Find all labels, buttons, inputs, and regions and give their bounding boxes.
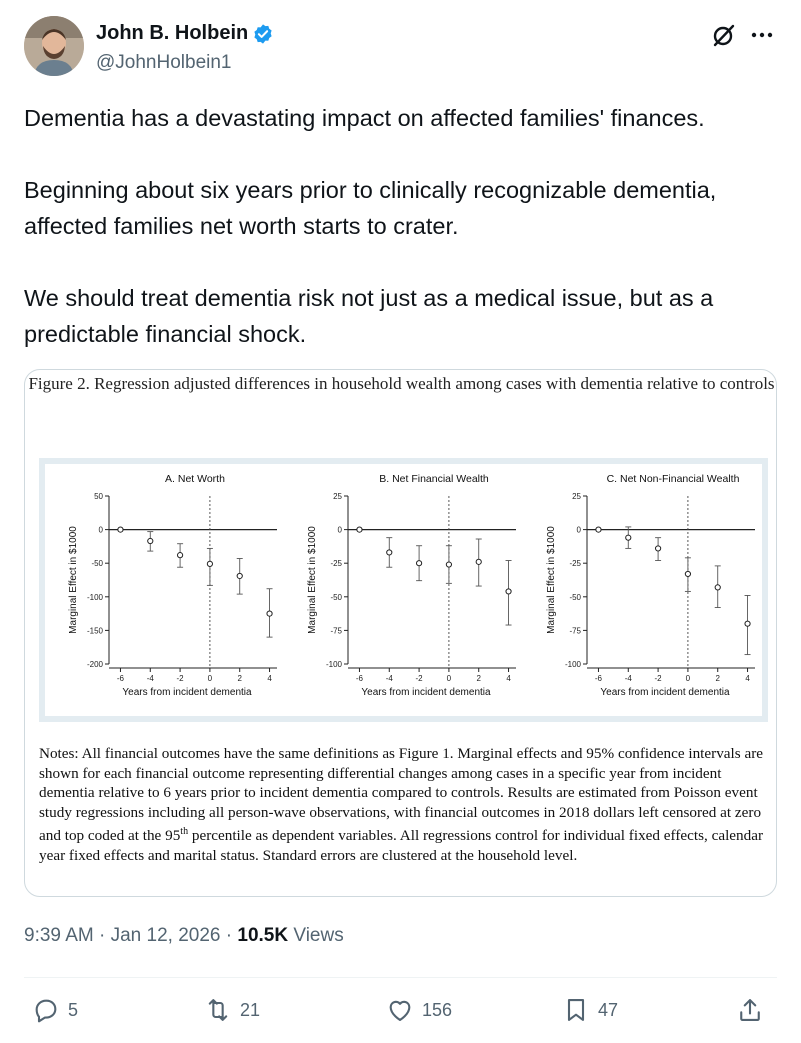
x-tick-label: 2: [715, 674, 720, 683]
x-tick-label: -2: [176, 674, 184, 683]
y-tick-label: -25: [569, 559, 581, 569]
y-tick-label: -25: [330, 559, 342, 569]
repost-icon: [204, 996, 232, 1024]
tweet-date[interactable]: Jan 12, 2026: [110, 925, 221, 946]
tweet-paragraph: We should treat dementia risk not just as a medical issue, but as a predictable financial shock.: [24, 285, 714, 347]
data-point: [416, 561, 421, 566]
x-tick-label: -6: [116, 674, 125, 683]
meta-separator: ·: [225, 925, 233, 946]
action-bar: [24, 996, 777, 1032]
name-row: [96, 22, 274, 45]
figure-notes: [39, 744, 765, 866]
figure-title: Figure 2. Regression adjusted differences in household wealth among cases with dementia relative to controls: [28, 374, 775, 393]
x-axis-label: Years from incident dementia: [600, 687, 730, 698]
x-tick-label: -2: [654, 674, 662, 683]
x-tick-label: -4: [624, 674, 632, 683]
tweet-text: [24, 100, 784, 352]
repost-button[interactable]: [204, 996, 260, 1024]
data-point: [357, 527, 362, 532]
y-tick-label: -200: [86, 660, 103, 669]
x-axis-label: Years from incident dementia: [361, 687, 491, 698]
x-tick-label: -6: [355, 674, 364, 683]
meta-separator: ·: [99, 925, 106, 946]
y-tick-label: -100: [86, 592, 103, 602]
data-point: [446, 562, 451, 567]
heart-icon: [386, 996, 414, 1024]
x-tick-label: 4: [745, 674, 750, 683]
repost-count: 21: [240, 999, 261, 1020]
chart-title: A. Net Worth: [165, 473, 225, 485]
more-options-icon[interactable]: [749, 22, 775, 48]
bookmark-icon: [562, 996, 590, 1024]
y-axis-label: Marginal Effect in $1000: [307, 526, 318, 634]
tweet-media-image[interactable]: [24, 369, 777, 897]
data-point: [207, 561, 212, 566]
y-tick-label: 50: [94, 492, 103, 501]
tweet-paragraph: Dementia has a devastating impact on affected families' finances.: [24, 105, 705, 131]
y-tick-label: -150: [86, 626, 103, 636]
data-point: [118, 527, 123, 532]
x-tick-label: 2: [237, 674, 242, 683]
like-count: 156: [422, 999, 453, 1020]
chart-net-worth: [45, 464, 284, 716]
data-point: [626, 535, 631, 540]
y-tick-label: 0: [576, 525, 581, 535]
data-point: [745, 621, 750, 626]
y-axis-label: Marginal Effect in $1000: [68, 526, 79, 634]
share-button[interactable]: [736, 996, 764, 1024]
data-point: [387, 550, 392, 555]
data-point: [685, 571, 690, 576]
x-tick-label: -6: [594, 674, 603, 683]
chart-net-financial-wealth: [284, 464, 523, 716]
y-tick-label: -50: [330, 592, 342, 602]
x-axis-label: Years from incident dementia: [122, 687, 252, 698]
figure-panels: [39, 458, 768, 722]
chart-net-non-financial-wealth: [523, 464, 762, 716]
bookmark-button[interactable]: [562, 996, 618, 1024]
display-name[interactable]: John B. Holbein: [96, 22, 249, 44]
y-tick-label: 0: [337, 525, 342, 535]
data-point: [148, 538, 153, 543]
y-tick-label: -75: [569, 626, 581, 636]
tweet-meta: [24, 925, 344, 947]
x-tick-label: -4: [146, 674, 154, 683]
y-tick-label: 0: [98, 525, 103, 535]
data-point: [476, 559, 481, 564]
chart-title: C. Net Non-Financial Wealth: [606, 473, 740, 485]
bookmark-count: 47: [598, 999, 619, 1020]
y-tick-label: -50: [91, 559, 103, 569]
x-tick-label: 2: [476, 674, 481, 683]
chart-title: B. Net Financial Wealth: [379, 473, 489, 485]
notes-text: Notes: All financial outcomes have the same definitions as Figure 1. Marginal effects and 95% confidence intervals are shown for each financial outcome representing differential changes among cases in a specific year from incident dementia relative to 6 years prior to incident dementia compared to controls. Results are estimated from Poisson event study regressions including all person-wave observations, with financial outcomes in 2018 dollars left censored at zero and top coded at the 95: [39, 745, 763, 845]
verified-badge-icon: [252, 23, 274, 45]
y-tick-label: 25: [572, 492, 581, 501]
data-point: [177, 553, 182, 558]
views-label: Views: [293, 925, 344, 946]
x-tick-label: 0: [446, 674, 452, 683]
share-icon: [736, 996, 764, 1024]
x-tick-label: 0: [207, 674, 213, 683]
data-point: [655, 546, 660, 551]
x-tick-label: -2: [415, 674, 423, 683]
notes-text: percentile as dependent variables. All regressions control for individual fixed effects, calendar year fixed effects and marital status. Standard errors are clustered at the household level.: [39, 827, 764, 865]
y-axis-label: Marginal Effect in $1000: [546, 526, 557, 634]
reply-count: 5: [68, 999, 79, 1020]
y-tick-label: -75: [330, 626, 342, 636]
tweet-paragraph: Beginning about six years prior to clinically recognizable dementia, affected families net worth starts to crater.: [24, 177, 717, 239]
avatar[interactable]: [24, 16, 84, 76]
x-tick-label: 4: [506, 674, 511, 683]
y-tick-label: 25: [333, 492, 342, 501]
data-point: [715, 585, 720, 590]
data-point: [237, 573, 242, 578]
like-button[interactable]: [386, 996, 452, 1024]
tweet-time[interactable]: 9:39 AM: [24, 925, 94, 946]
handle[interactable]: @JohnHolbein1: [96, 52, 232, 73]
notes-superscript: th: [180, 826, 189, 838]
data-point: [596, 527, 601, 532]
reply-icon: [32, 996, 60, 1024]
tweet-header: [24, 16, 777, 80]
views-count: 10.5K: [237, 925, 289, 946]
x-tick-label: -4: [385, 674, 393, 683]
y-tick-label: -50: [569, 592, 581, 602]
data-point: [267, 611, 272, 616]
divider: [24, 977, 777, 978]
reply-button[interactable]: [32, 996, 78, 1024]
y-tick-label: -100: [564, 660, 581, 669]
x-tick-label: 4: [267, 674, 272, 683]
grok-icon[interactable]: [711, 22, 737, 48]
x-tick-label: 0: [685, 674, 691, 683]
data-point: [506, 589, 511, 594]
y-tick-label: -100: [325, 660, 342, 669]
